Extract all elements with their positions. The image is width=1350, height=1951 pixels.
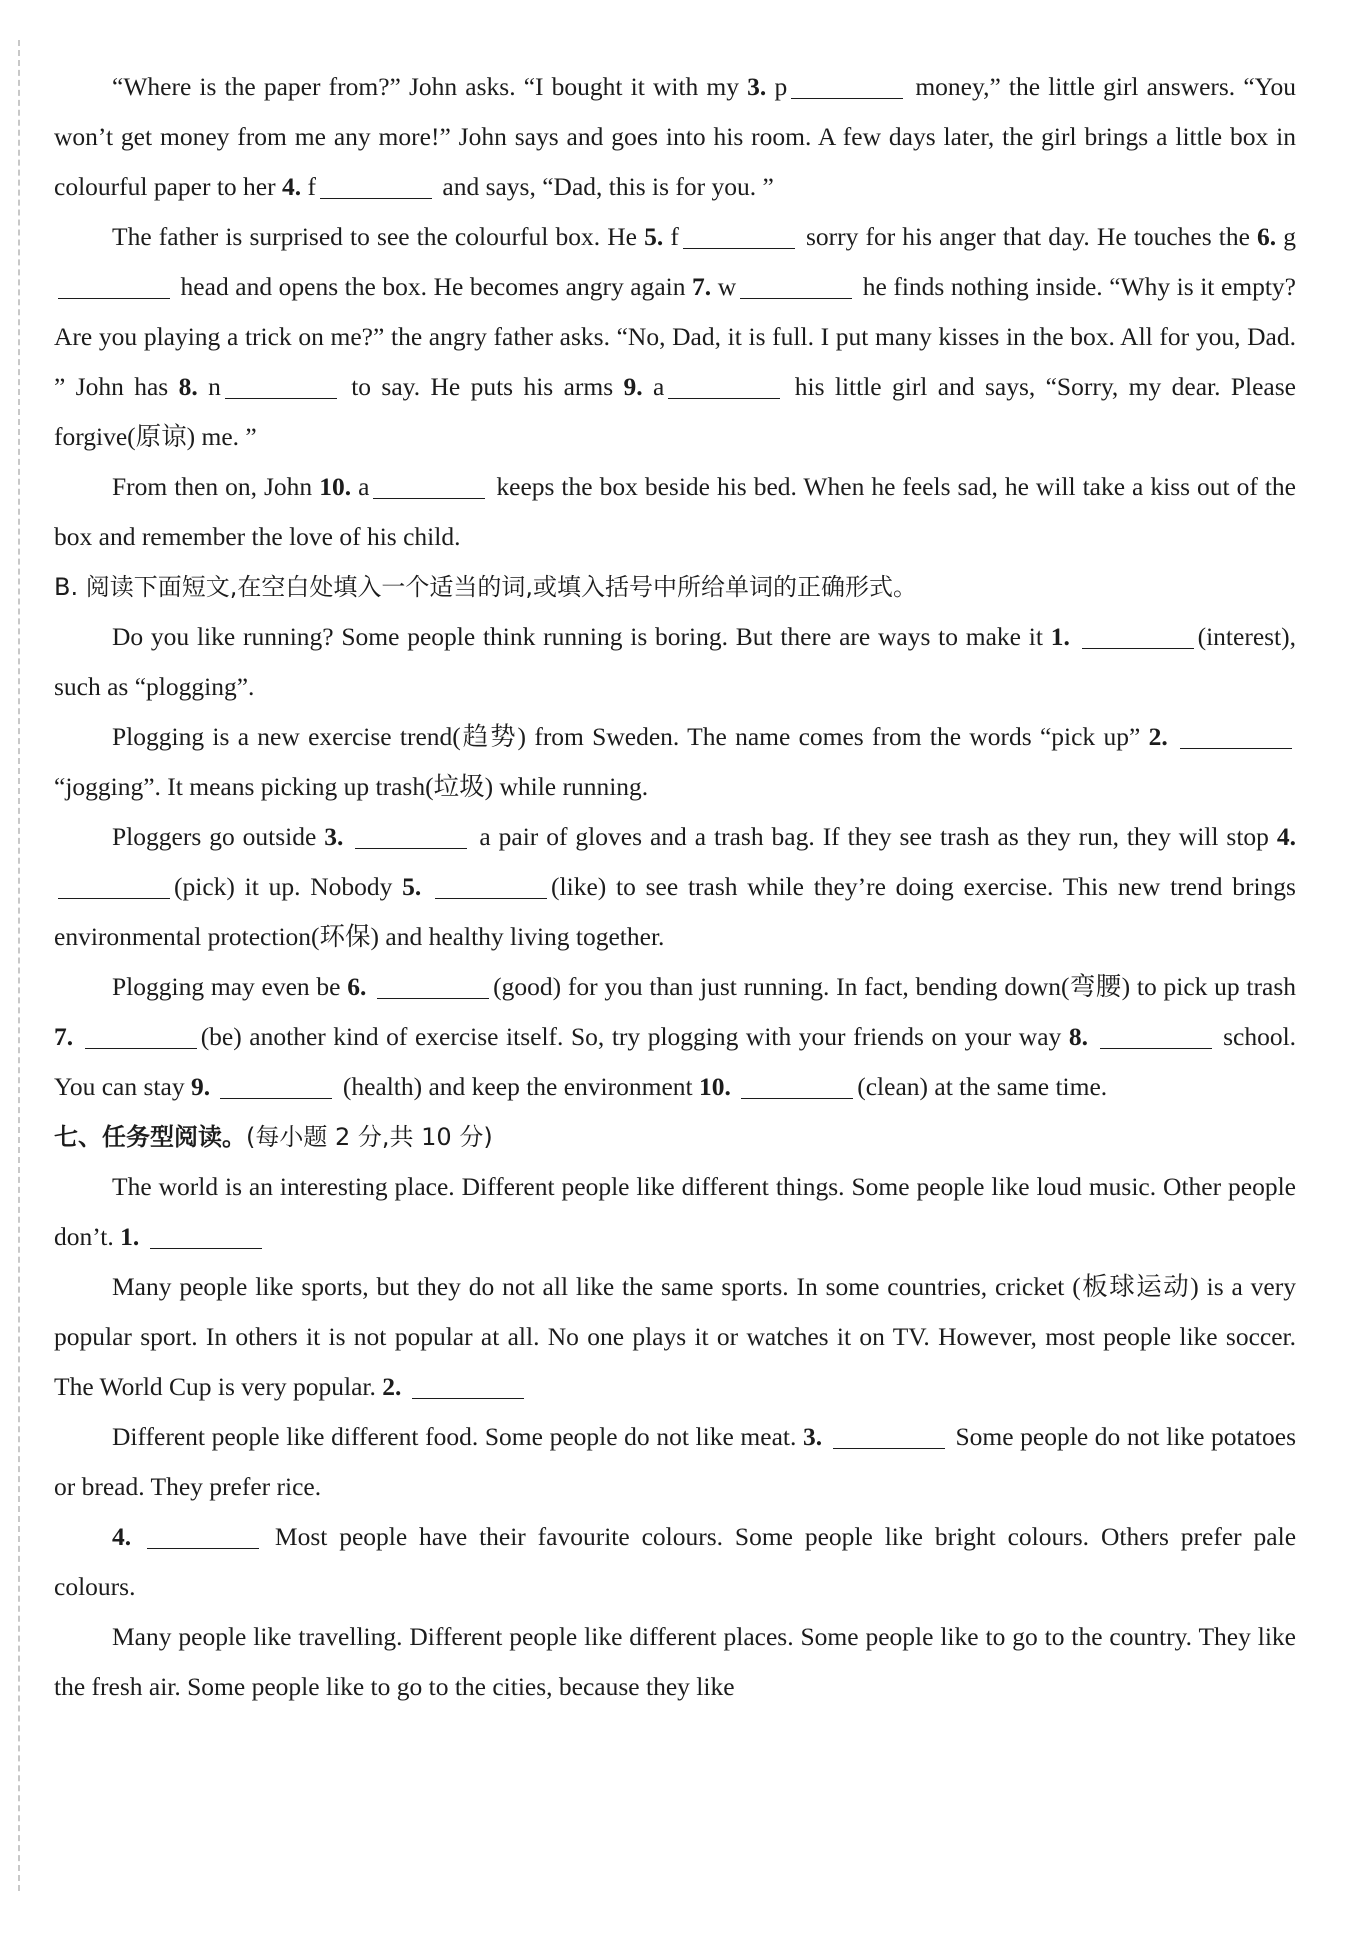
section-a-paragraph-2: The father is surprised to see the colourful box. He 5. f sorry for his anger that day. He touches the 6. g head and opens the box. He becomes angry again 7. w he finds nothing inside. “Why is it empty? Are you playing a trick on me?” the angry father asks. “No, Dad, it is full. I put many kisses in the box. All for you, Dad. ” John has 8. n to say. He puts his arms 9. a his little girl and says, “Sorry, my dear. Please forgive(原谅) me. ” xyxy=(54,212,1296,462)
answer-blank-b9[interactable] xyxy=(220,1068,332,1099)
section-a-paragraph-3: From then on, John 10. a keeps the box beside his bed. When he feels sad, he will take a kiss out of the box and remember the love of his child. xyxy=(54,462,1296,562)
worksheet-page xyxy=(54,62,1296,1712)
answer-blank-a4[interactable] xyxy=(320,168,432,199)
question-number: 3. xyxy=(803,1422,823,1451)
question-number: 8. xyxy=(1068,1022,1088,1051)
question-number: 9. xyxy=(190,1072,211,1101)
question-number: 3. xyxy=(747,72,767,101)
question-number: 6. xyxy=(347,972,367,1001)
answer-blank-a7[interactable] xyxy=(740,268,852,299)
question-number: 3. xyxy=(324,822,344,851)
answer-blank-a9[interactable] xyxy=(668,368,780,399)
answer-blank-b3[interactable] xyxy=(355,818,467,849)
question-number: 1. xyxy=(120,1222,140,1251)
answer-blank-a8[interactable] xyxy=(225,368,337,399)
section-seven-paragraph-1: The world is an interesting place. Different people like different things. Some people like loud music. Other people don’t. 1. xyxy=(54,1172,1296,1251)
section-b-paragraph-2: Plogging is a new exercise trend(趋势) from Sweden. The name comes from the words “pick up” 2. “jogging”. It means picking up trash(垃圾) while running. xyxy=(54,712,1296,812)
question-number: 10. xyxy=(698,1072,731,1101)
answer-blank-a10[interactable] xyxy=(373,468,485,499)
question-number: 9. xyxy=(623,372,643,401)
section-a-paragraph-1: “Where is the paper from?” John asks. “I bought it with my 3. p money,” the little girl answers. “You won’t get money from me any more!” John says and goes into his room. A few days later, the girl brings a little box in colourful paper to her 4. f and says, “Dad, this is for you. ” xyxy=(54,62,1296,212)
answer-blank-t1[interactable] xyxy=(150,1218,262,1249)
answer-blank-a5[interactable] xyxy=(683,218,795,249)
answer-blank-b1[interactable] xyxy=(1082,618,1194,649)
section-seven-paragraph-5: Many people like travelling. Different people like different places. Some people like to go to the country. They like the fresh air. Some people like to go to the cities, because they like xyxy=(54,1622,1296,1701)
question-number: 2. xyxy=(1148,722,1168,751)
question-number: 7. xyxy=(692,272,712,301)
question-number: 5. xyxy=(402,872,422,901)
answer-blank-b6[interactable] xyxy=(377,968,489,999)
answer-blank-t2[interactable] xyxy=(412,1368,524,1399)
answer-blank-t3[interactable] xyxy=(833,1418,945,1449)
answer-blank-a6[interactable] xyxy=(58,268,170,299)
answer-blank-t4[interactable] xyxy=(147,1518,259,1549)
section-b-instruction: B. 阅读下面短文,在空白处填入一个适当的词,或填入括号中所给单词的正确形式。 xyxy=(54,573,917,601)
question-number: 7. xyxy=(54,1022,74,1051)
question-number: 6. xyxy=(1257,222,1277,251)
answer-blank-b5[interactable] xyxy=(435,868,547,899)
question-number: 4. xyxy=(1276,822,1296,851)
question-number: 2. xyxy=(382,1372,402,1401)
answer-blank-b7[interactable] xyxy=(85,1018,197,1049)
question-number: 10. xyxy=(319,472,352,501)
section-seven-paragraph-3: Different people like different food. Some people do not like meat. 3. Some people do not like potatoes or bread. They prefer rice. xyxy=(54,1412,1296,1512)
question-number: 5. xyxy=(644,222,664,251)
answer-blank-b2[interactable] xyxy=(1180,718,1292,749)
answer-blank-b8[interactable] xyxy=(1100,1018,1212,1049)
answer-blank-b10[interactable] xyxy=(741,1068,853,1099)
question-number: 4. xyxy=(282,172,302,201)
section-seven-heading xyxy=(54,1112,1296,1162)
question-number: 1. xyxy=(1050,622,1070,651)
answer-blank-b4[interactable] xyxy=(58,868,170,899)
question-number: 4. xyxy=(112,1522,132,1551)
answer-blank-a3[interactable] xyxy=(791,68,903,99)
section-seven-paragraph-4: 4. Most people have their favourite colours. Some people like bright colours. Others prefer pale colours. xyxy=(54,1512,1296,1612)
section-b-paragraph-4: Plogging may even be 6. (good) for you than just running. In fact, bending down(弯腰) to pick up trash 7. (be) another kind of exercise itself. So, try plogging with your friends on your way 8. school. You can stay 9. (health) and keep the environment 10. (clean) at the same time. xyxy=(54,962,1296,1112)
section-seven-paragraph-2: Many people like sports, but they do not all like the same sports. In some countries, cricket (板球运动) is a very popular sport. In others it is not popular at all. No one plays it or watches it on TV. However, most people like soccer. The World Cup is very popular. 2. xyxy=(54,1272,1296,1401)
section-b-paragraph-1: Do you like running? Some people think running is boring. But there are ways to make it 1. (interest), such as “plogging”. xyxy=(54,612,1296,712)
question-number: 8. xyxy=(178,372,198,401)
binding-margin-line xyxy=(18,40,20,1891)
section-seven-score: (每小题 2 分,共 10 分) xyxy=(246,1123,493,1151)
section-seven-title: 七、任务型阅读。 xyxy=(54,1123,246,1151)
section-b-paragraph-3: Ploggers go outside 3. a pair of gloves and a trash bag. If they see trash as they run, they will stop 4. (pick) it up. Nobody 5. (like) to see trash while they’re doing exercise. This new trend brings environmental protection(环保) and healthy living together. xyxy=(54,812,1296,962)
